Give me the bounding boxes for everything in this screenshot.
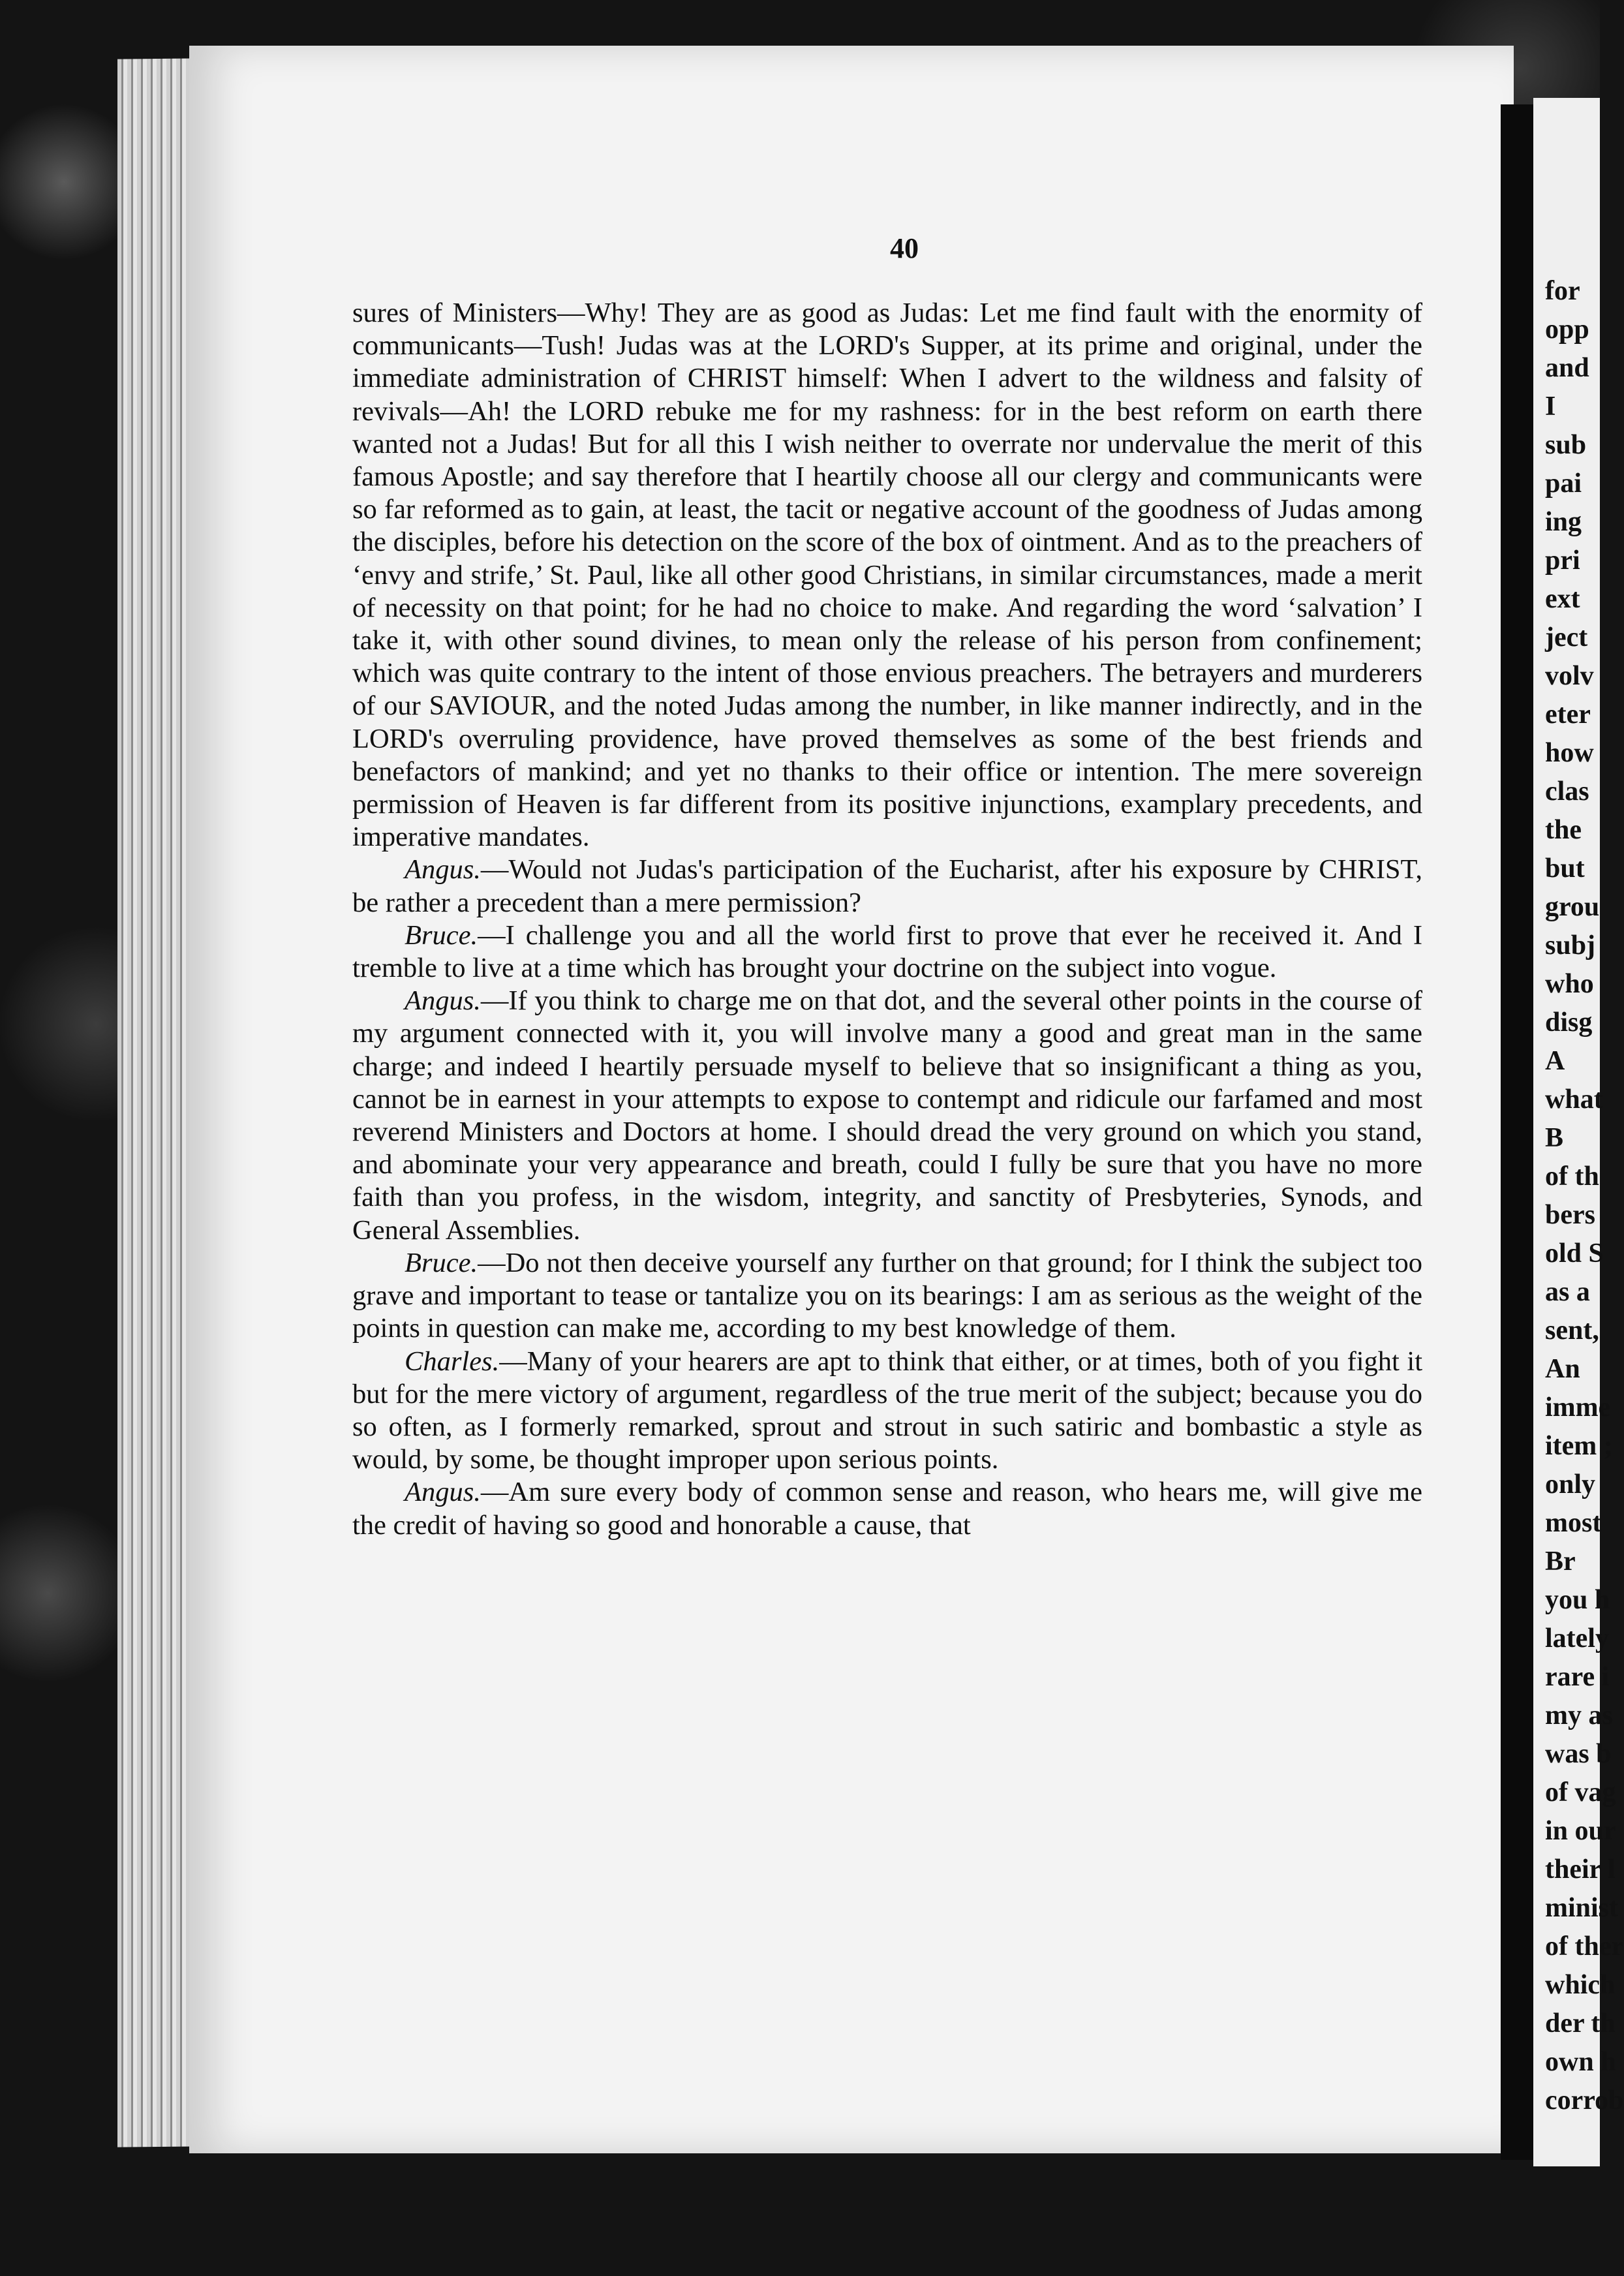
next-page-fragment: old S [1545,1238,1604,1269]
next-page-fragment: ing [1545,507,1582,537]
next-page-fragment: their l [1545,1854,1616,1884]
page-text-block [352,297,1422,1542]
next-page-fragment: A [1545,1046,1565,1076]
paragraph-0-text: sures of Ministers—Why! They are as good as Judas: Let me find fault with the enormity of communicants—Tush! Judas was at the LORD's Supper, at its prime and original, under the immediate administration of CHRIST himself: When I advert to the wildness and falsity of revivals—Ah! the LORD rebuke me for my rashness: for in the best reform on earth there wanted not a Judas! But for all this I wish neither to overrate nor undervalue the merit of this famous Apostle; and say therefore that I heartily choose all our clergy and communicants were so far reformed as to gain, at least, the tacit or negative account of the goodness of Judas among the disciples, before his detection on the score of the box of ointment. And as to the preachers of ‘envy and strife,’ St. Paul, like all other good Christians, in similar circumstances, made a merit of necessity on that point; for he had no choice to make. And regarding the word ‘salvation’ I take it, with other sound divines, to mean only the release of his person from confinement; which was quite contrary to the intent of those envious preachers. The betrayers and murderers of our SAVIOUR, and the noted Judas among the number, in like manner indirectly, and in the LORD's overruling providence, have proved themselves as some of the best friends and benefactors of mankind; and yet no thanks to their office or intention. The mere sovereign permission of Heaven is far different from its positive injunctions, examplary precedents, and imperative mandates. [352,298,1422,853]
next-page-fragment: imme [1545,1392,1611,1422]
paragraph-2-text: —I challenge you and all the world first to prove that ever he received it. And I tremble to live at a time which has brought your doctrine on the subject into vogue. [352,919,1422,984]
next-page-fragment: how [1545,738,1594,768]
paragraph-6 [352,1476,1422,1541]
paragraph-5 [352,1346,1422,1477]
right-page-fragment [1533,98,1624,2166]
paragraph-1 [352,853,1422,919]
next-page-fragment: my as [1545,1700,1613,1730]
next-page-fragment: B [1545,1123,1564,1153]
paragraph-2 [352,919,1422,985]
next-page-fragment: most [1545,1508,1602,1538]
next-page-fragment: minist [1545,1893,1619,1923]
next-page-fragment: subj [1545,930,1596,961]
next-page-fragment: what [1545,1084,1603,1115]
paragraph-1-text: —Would not Judas's participation of the Eucharist, after his exposure by CHRIST, be rather a precedent than a mere permission? [352,854,1422,918]
paragraph-4 [352,1247,1422,1346]
page-number: 40 [890,232,919,264]
next-page-fragment: corrob [1545,2085,1624,2115]
next-page-fragment: pri [1545,546,1580,576]
next-page-fragment: An [1545,1354,1580,1384]
paragraph-5-text: —Many of your hearers are apt to think that either, or at times, both of you fight it but for the mere victory of argument, regardless of the true merit of the subject; because you do so often, as I formerly remarked, sprout and strout in such satiric and bombastic a style as would, by some, be thought improper upon serious points. [352,1346,1422,1475]
next-page-fragment: and [1545,353,1589,383]
book-gutter [1501,104,1533,2160]
speaker-name: Bruce. [405,1247,478,1278]
paragraph-3-text: —If you think to charge me on that dot, and the several other points in the course of my argument connected with it, you will involve many a good and great man in the same charge; and indeed I heartily persuade myself to believe that so insignificant a thing as you, cannot be in earnest in your attempts to expose to contempt and ridicule our farfamed and most reverend Ministers and Doctors at home. I should dread the very ground on which you stand, and abominate your very appearance and breath, could I fully be sure that you have no more faith than you profess, in the wisdom, integrity, and sanctity of Presbyteries, Synods, and General Assemblies. [352,985,1422,1246]
paragraph-6-text: —Am sure every body of common sense and reason, who hears me, will give me the credit of having so good and honorable a cause, that [352,1477,1422,1541]
next-page-fragment: Br [1545,1546,1576,1576]
next-page-fragment: who [1545,969,1594,999]
next-page-fragment: sub [1545,430,1587,460]
next-page-fragment: which [1545,1970,1616,2000]
next-page-fragment: der th [1545,2008,1616,2038]
next-page-fragment: the [1545,815,1582,845]
speaker-name: Angus. [405,1477,481,1508]
next-page-fragment: as a [1545,1277,1590,1307]
next-page-fragment: eter [1545,700,1591,730]
next-page-fragment: you h [1545,1585,1610,1615]
next-page-fragment: only [1545,1469,1596,1499]
speaker-name: Bruce. [405,919,478,951]
paragraph-3 [352,985,1422,1247]
next-page-fragment: rare i [1545,1662,1610,1692]
next-page-fragment: volv [1545,661,1594,691]
speaker-name: Angus. [405,854,481,885]
next-page-fragment: item ; [1545,1431,1613,1461]
paragraph-4-text: —Do not then deceive yourself any further on that ground; for I think the subject too grave and important to tease or tantalize you on its bearings: I am as serious as the weight of the points in question can make me, according to my best knowledge of them. [352,1247,1422,1344]
next-page-fragment: clas [1545,777,1589,807]
next-page-fragment: disg [1545,1007,1593,1038]
next-page-fragment: of th [1545,1161,1599,1192]
next-page-fragment: was b [1545,1739,1612,1769]
next-page-fragment: of ther [1545,1931,1624,1961]
next-page-fragment: sent, [1545,1315,1599,1346]
next-page-fragment: ject [1545,623,1588,653]
next-page-fragment: own h [1545,2047,1616,2077]
speaker-name: Charles. [405,1346,500,1377]
next-page-fragment: opp [1545,315,1589,345]
next-page-fragment: lately [1545,1623,1609,1653]
next-page-fragment: for [1545,276,1580,306]
next-page-fragment: ext [1545,584,1580,614]
next-page-fragment: bers [1545,1200,1595,1230]
next-page-fragment: grou [1545,892,1600,922]
speaker-name: Angus. [405,985,481,1017]
next-page-fragment: pai [1545,469,1582,499]
next-page-fragment: but [1545,853,1585,884]
next-page-fragment: I [1545,392,1556,422]
next-page-fragment: in our [1545,1816,1616,1846]
paragraph-0 [352,297,1422,853]
next-page-fragment: of vag [1545,1777,1616,1807]
